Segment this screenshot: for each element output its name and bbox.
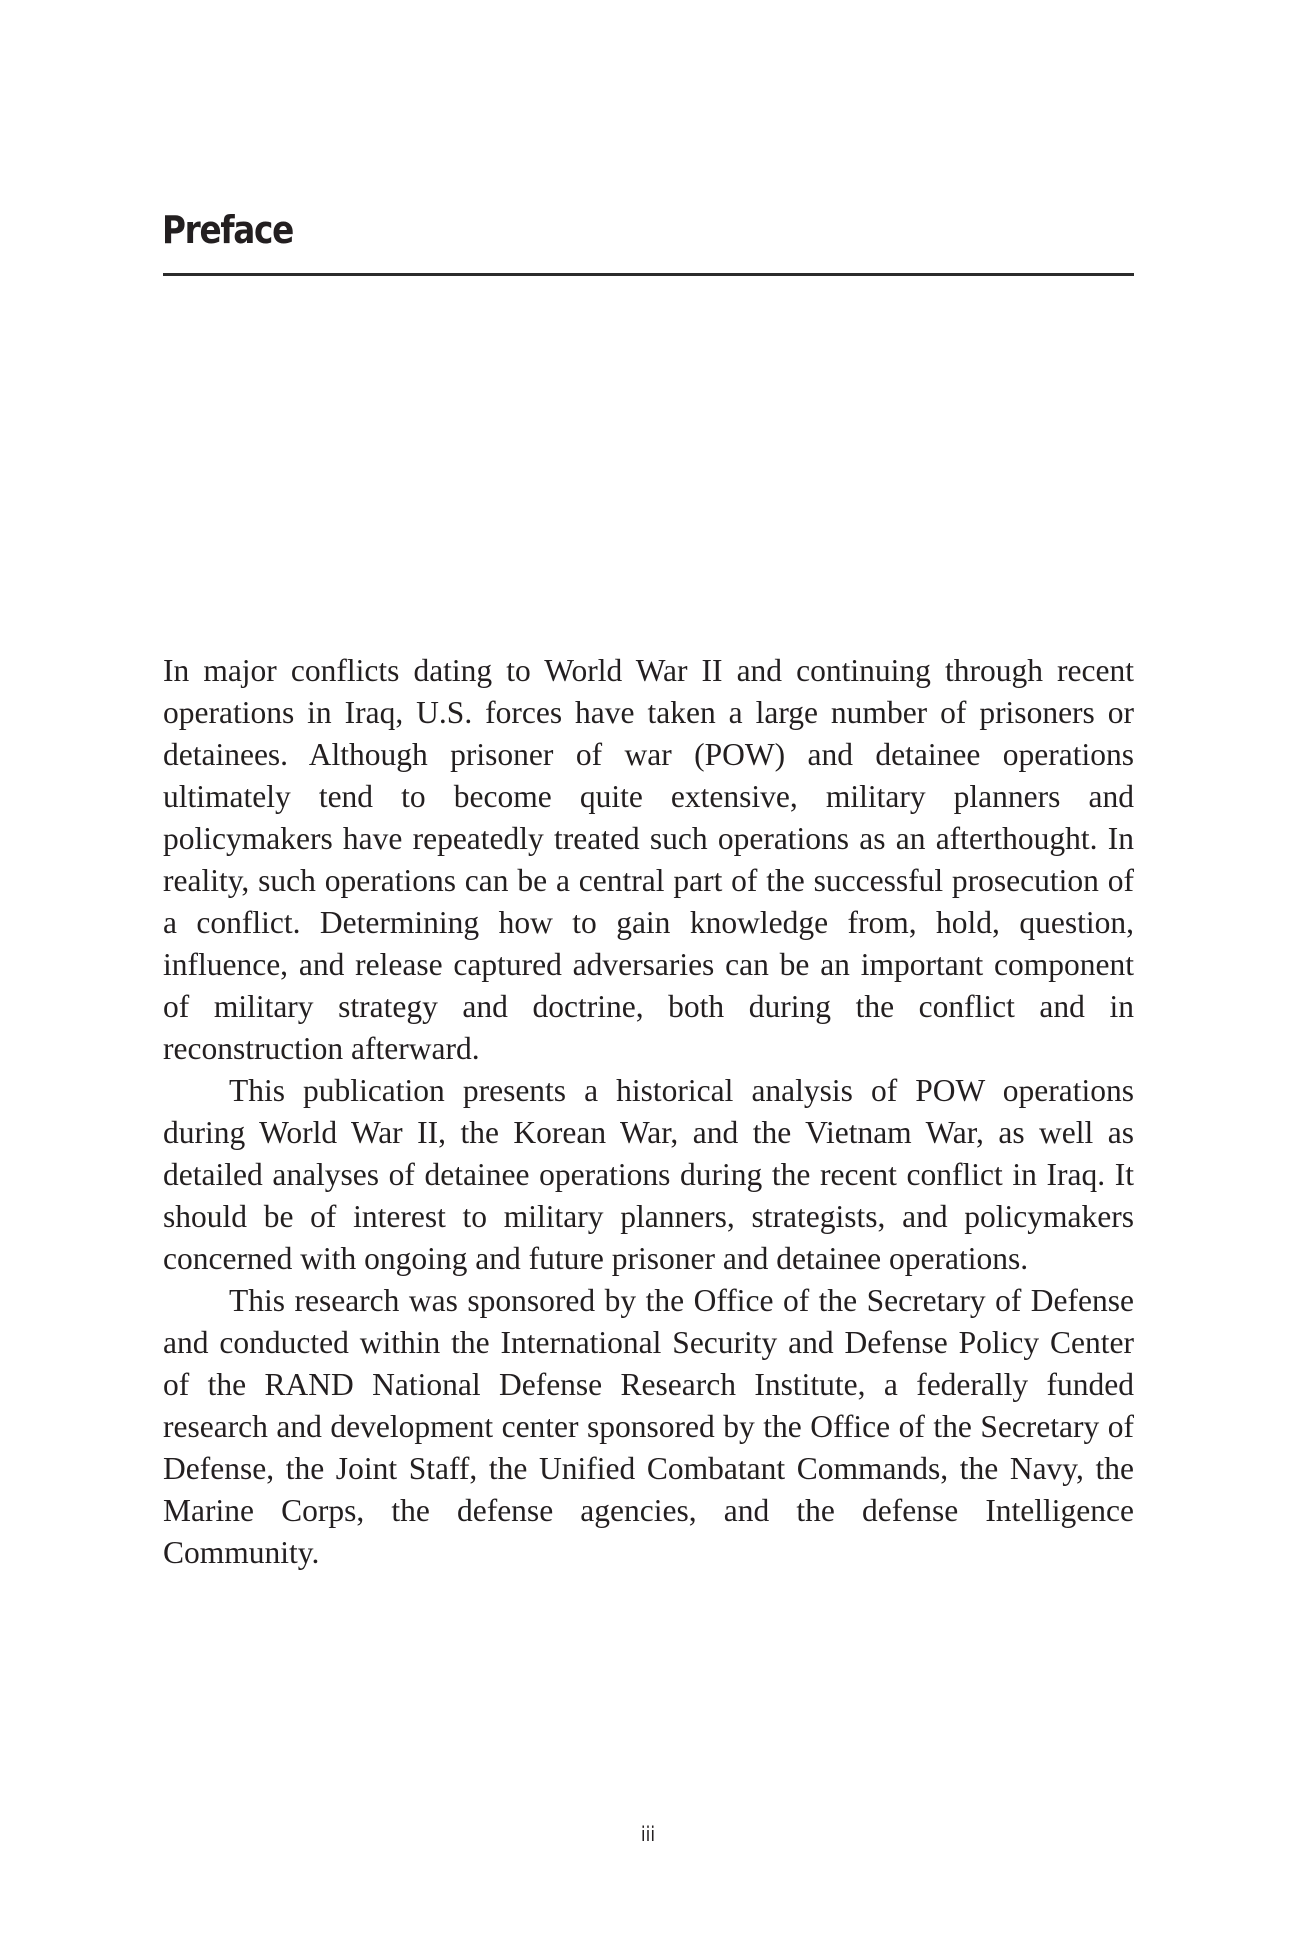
paragraph: This research was sponsored by the Office of the Secretary of Defense and conducted within the International Security and Defense Policy Center of the RAND National Defense Research Institute, a federally funded research and development center sponsored by the Office of the Secretary of Defense, the Joint Staff, the Unified Combatant Commands, the Navy, the Marine Corps, the defense agencies, and the defense Intelligence Community. <box>163 1283 1134 1570</box>
paragraph: In major conflicts dating to World War II and continuing through recent operations in Iraq, U.S. forces have taken a large number of prisoners or detainees. Although prisoner of war (POW) and detainee operations ultimately tend to become quite extensive, military planners and policymakers have repeatedly treated such operations as an afterthought. In reality, such operations can be a central part of the successful prosecution of a conflict. Determining how to gain knowledge from, hold, question, influence, and release captured adversaries can be an important component of military strategy and doctrine, both during the conflict and in reconstruction afterward. <box>163 653 1134 1066</box>
preface-body <box>163 650 1134 1574</box>
paragraph: This publication presents a historical analysis of POW operations during World War II, the Korean War, and the Vietnam War, as well as detailed analyses of detainee operations during the recent conflict in Iraq. It should be of interest to military planners, strategists, and policymakers concerned with ongoing and future prisoner and detainee operations. <box>163 1073 1134 1276</box>
heading-rule <box>163 273 1134 276</box>
page-number: iii <box>640 1822 656 1846</box>
section-heading: Preface <box>162 208 294 252</box>
